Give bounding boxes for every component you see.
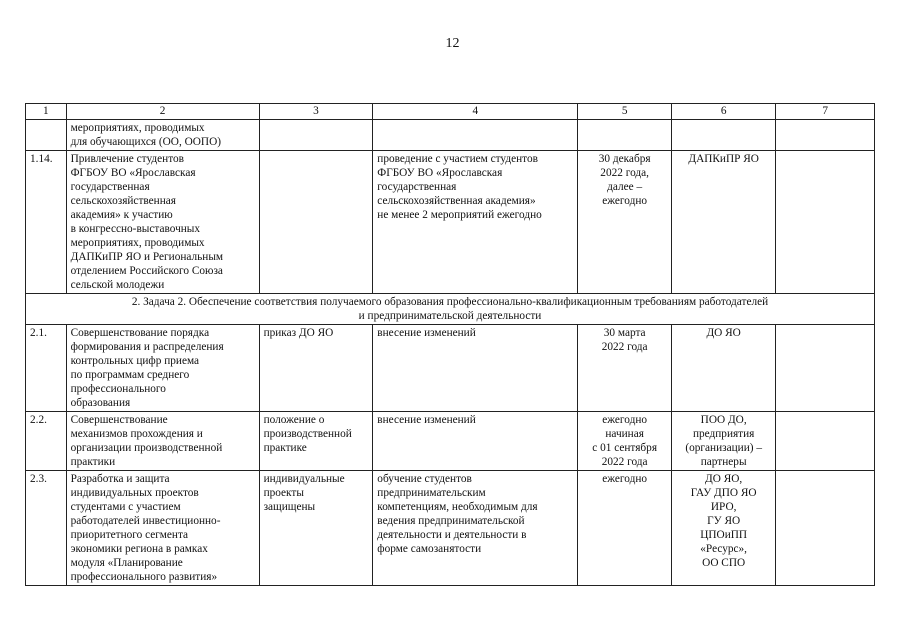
term-cell: ежегодно начиная с 01 сентября 2022 года [578, 412, 671, 471]
executor-cell: ДО ЯО, ГАУ ДПО ЯО ИРО, ГУ ЯО ЦПОиПП «Ресурс», ОО СПО [671, 471, 776, 586]
column-header: 3 [259, 104, 373, 120]
result-cell: проведение с участием студентов ФГБОУ ВО «Ярославская государственная сельскохозяйственная академия» не менее 2 мероприятий ежегодно [373, 151, 578, 294]
result-cell: внесение изменений [373, 325, 578, 412]
executor-cell [671, 120, 776, 151]
document-cell: индивидуальные проекты защищены [259, 471, 373, 586]
column-header: 4 [373, 104, 578, 120]
activity-cell: Совершенствование механизмов прохождения и организации производственной практики [66, 412, 259, 471]
action-plan-table [25, 103, 875, 586]
table-header-row [26, 104, 875, 120]
note-cell [776, 471, 875, 586]
document-cell [259, 151, 373, 294]
section-header-row [26, 294, 875, 325]
term-cell: 30 марта 2022 года [578, 325, 671, 412]
column-header: 1 [26, 104, 67, 120]
activity-cell: Разработка и защита индивидуальных проектов студентами с участием работодателей инвестиционно- приоритетного сегмента экономики региона в рамках модуля «Планирование профессионального развития» [66, 471, 259, 586]
term-cell [578, 120, 671, 151]
result-cell: внесение изменений [373, 412, 578, 471]
activity-cell: мероприятиях, проводимых для обучающихся (ОО, ООПО) [66, 120, 259, 151]
table-row [26, 120, 875, 151]
table-row [26, 325, 875, 412]
table-row [26, 471, 875, 586]
column-header: 2 [66, 104, 259, 120]
row-number [26, 120, 67, 151]
page-number: 12 [445, 36, 460, 51]
table-row [26, 412, 875, 471]
term-cell: ежегодно [578, 471, 671, 586]
row-number: 2.1. [26, 325, 67, 412]
executor-cell: ДАПКиПР ЯО [671, 151, 776, 294]
result-cell: обучение студентов предпринимательским компетенциям, необходимым для ведения предпринимательской деятельности и деятельности в форме самозанятости [373, 471, 578, 586]
document-cell [259, 120, 373, 151]
row-number: 2.2. [26, 412, 67, 471]
activity-cell: Привлечение студентов ФГБОУ ВО «Ярославская государственная сельскохозяйственная академия» к участию в конгрессно-выставочных мероприятиях, проводимых ДАПКиПР ЯО и Региональным отделением Российского Союза сельской молодежи [66, 151, 259, 294]
table-row [26, 151, 875, 294]
activity-cell: Совершенствование порядка формирования и распределения контрольных цифр приема по программам среднего профессионального образования [66, 325, 259, 412]
note-cell [776, 325, 875, 412]
executor-cell: ДО ЯО [671, 325, 776, 412]
column-header: 7 [776, 104, 875, 120]
row-number: 2.3. [26, 471, 67, 586]
note-cell [776, 151, 875, 294]
note-cell [776, 412, 875, 471]
column-header: 6 [671, 104, 776, 120]
column-header: 5 [578, 104, 671, 120]
note-cell [776, 120, 875, 151]
executor-cell: ПОО ДО, предприятия (организации) – партнеры [671, 412, 776, 471]
result-cell [373, 120, 578, 151]
term-cell: 30 декабря 2022 года, далее – ежегодно [578, 151, 671, 294]
row-number: 1.14. [26, 151, 67, 294]
document-cell: приказ ДО ЯО [259, 325, 373, 412]
document-cell: положение о производственной практике [259, 412, 373, 471]
section-header: 2. Задача 2. Обеспечение соответствия получаемого образования профессионально-квалификационным требованиям работодателей и предпринимательской деятельности [26, 294, 875, 325]
